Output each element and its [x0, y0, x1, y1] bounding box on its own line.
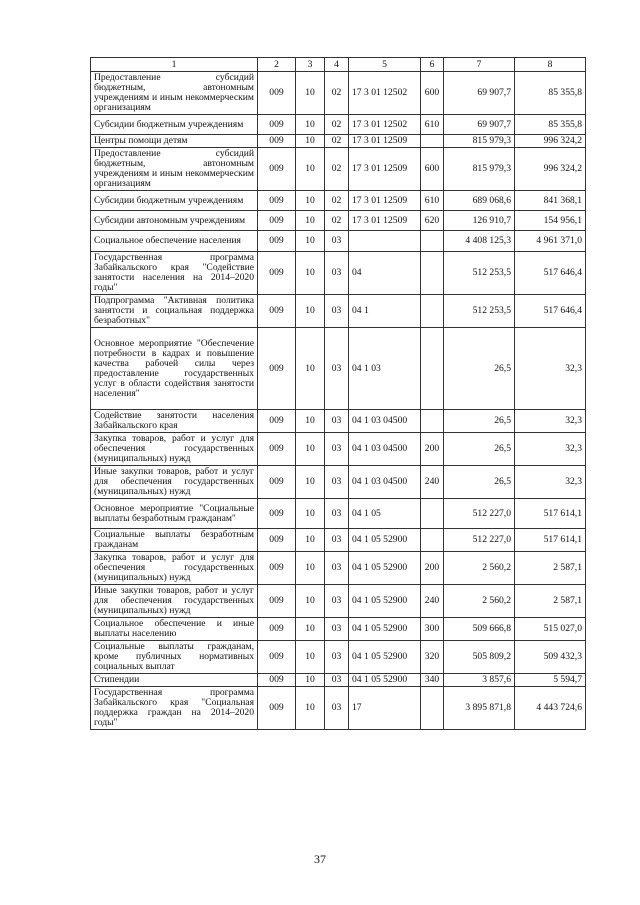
table-row — [91, 115, 586, 135]
row-amount-cell: 5 594,7 — [515, 674, 586, 687]
row-section-cell: 10 — [296, 499, 325, 529]
row-name-cell: Социальное обеспечение и иные выплаты населению — [91, 618, 258, 641]
row-subsection-cell: 03 — [325, 552, 349, 585]
row-type-cell: 340 — [421, 674, 444, 687]
row-amount-cell: 2 587,1 — [515, 585, 586, 618]
row-amount-cell: 4 443 724,6 — [515, 687, 586, 730]
table-row — [91, 148, 586, 191]
row-name-cell: Центры помощи детям — [91, 135, 258, 148]
budget-table — [90, 57, 586, 730]
row-amount-cell: 4 961 371,0 — [515, 231, 586, 252]
row-type-cell: 240 — [421, 466, 444, 499]
table-row — [91, 231, 586, 252]
row-amount-cell: 26,5 — [444, 328, 515, 410]
row-amount-cell: 85 355,8 — [515, 115, 586, 135]
header-cell: 4 — [325, 58, 349, 72]
row-section-cell: 10 — [296, 148, 325, 191]
row-name-cell: Субсидии бюджетным учреждениям — [91, 191, 258, 211]
row-section-cell: 10 — [296, 466, 325, 499]
row-target-cell: 04 1 03 04500 — [349, 466, 421, 499]
row-code-cell: 009 — [258, 466, 296, 499]
row-name-cell: Предоставление субсидий бюджетным, автономным учреждениям и иным некоммерческим организациям — [91, 72, 258, 115]
row-amount-cell: 32,3 — [515, 410, 586, 433]
row-section-cell: 10 — [296, 410, 325, 433]
table-header-row — [91, 58, 586, 72]
row-code-cell: 009 — [258, 295, 296, 328]
row-name-cell: Основное мероприятие "Социальные выплаты безработным гражданам" — [91, 499, 258, 529]
row-section-cell: 10 — [296, 191, 325, 211]
row-name-cell: Иные закупки товаров, работ и услуг для обеспечения государственных (муниципальных) нужд — [91, 585, 258, 618]
row-type-cell: 200 — [421, 433, 444, 466]
row-amount-cell: 996 324,2 — [515, 135, 586, 148]
row-target-cell: 17 3 01 12509 — [349, 211, 421, 231]
row-amount-cell: 2 560,2 — [444, 552, 515, 585]
row-code-cell: 009 — [258, 641, 296, 674]
row-amount-cell: 26,5 — [444, 410, 515, 433]
row-section-cell: 10 — [296, 211, 325, 231]
table-row — [91, 585, 586, 618]
row-name-cell: Социальное обеспечение населения — [91, 231, 258, 252]
row-amount-cell: 517 646,4 — [515, 252, 586, 295]
row-type-cell: 610 — [421, 191, 444, 211]
header-cell: 3 — [296, 58, 325, 72]
row-code-cell: 009 — [258, 328, 296, 410]
table-row — [91, 410, 586, 433]
row-amount-cell: 512 227,0 — [444, 529, 515, 552]
table-row — [91, 499, 586, 529]
row-code-cell: 009 — [258, 72, 296, 115]
row-code-cell: 009 — [258, 252, 296, 295]
row-target-cell: 17 — [349, 687, 421, 730]
row-target-cell: 17 3 01 12509 — [349, 148, 421, 191]
row-section-cell: 10 — [296, 585, 325, 618]
row-target-cell: 17 3 01 12509 — [349, 135, 421, 148]
row-amount-cell: 517 614,1 — [515, 499, 586, 529]
table-row — [91, 72, 586, 115]
row-subsection-cell: 02 — [325, 211, 349, 231]
row-code-cell: 009 — [258, 674, 296, 687]
row-section-cell: 10 — [296, 295, 325, 328]
row-type-cell: 320 — [421, 641, 444, 674]
row-amount-cell: 69 907,7 — [444, 72, 515, 115]
row-code-cell: 009 — [258, 687, 296, 730]
row-code-cell: 009 — [258, 115, 296, 135]
row-amount-cell: 154 956,1 — [515, 211, 586, 231]
row-type-cell: 620 — [421, 211, 444, 231]
row-name-cell: Субсидии бюджетным учреждениям — [91, 115, 258, 135]
row-name-cell: Субсидии автономным учреждениям — [91, 211, 258, 231]
row-amount-cell: 512 253,5 — [444, 295, 515, 328]
row-target-cell: 04 1 05 52900 — [349, 618, 421, 641]
row-code-cell: 009 — [258, 231, 296, 252]
row-code-cell: 009 — [258, 135, 296, 148]
row-subsection-cell: 03 — [325, 687, 349, 730]
row-subsection-cell: 02 — [325, 148, 349, 191]
header-cell: 8 — [515, 58, 586, 72]
row-amount-cell: 26,5 — [444, 466, 515, 499]
row-amount-cell: 841 368,1 — [515, 191, 586, 211]
row-code-cell: 009 — [258, 618, 296, 641]
table-row — [91, 641, 586, 674]
row-name-cell: Подпрограмма "Активная политика занятости и социальная поддержка безработных" — [91, 295, 258, 328]
row-amount-cell: 509 432,3 — [515, 641, 586, 674]
row-code-cell: 009 — [258, 191, 296, 211]
row-amount-cell: 126 910,7 — [444, 211, 515, 231]
row-name-cell: Иные закупки товаров, работ и услуг для обеспечения государственных (муниципальных) нужд — [91, 466, 258, 499]
row-type-cell — [421, 231, 444, 252]
row-amount-cell: 32,3 — [515, 328, 586, 410]
row-type-cell — [421, 295, 444, 328]
row-section-cell: 10 — [296, 618, 325, 641]
row-code-cell: 009 — [258, 433, 296, 466]
row-section-cell: 10 — [296, 252, 325, 295]
row-type-cell — [421, 252, 444, 295]
row-subsection-cell: 03 — [325, 466, 349, 499]
header-cell: 6 — [421, 58, 444, 72]
page-number: 37 — [314, 852, 326, 866]
row-name-cell: Содействие занятости населения Забайкальского края — [91, 410, 258, 433]
table-row — [91, 674, 586, 687]
row-code-cell: 009 — [258, 499, 296, 529]
table-row — [91, 211, 586, 231]
row-target-cell: 04 1 05 52900 — [349, 585, 421, 618]
row-section-cell: 10 — [296, 433, 325, 466]
row-target-cell: 04 — [349, 252, 421, 295]
row-amount-cell: 26,5 — [444, 433, 515, 466]
row-section-cell: 10 — [296, 115, 325, 135]
row-subsection-cell: 03 — [325, 618, 349, 641]
row-type-cell: 240 — [421, 585, 444, 618]
row-target-cell: 04 1 05 52900 — [349, 641, 421, 674]
row-subsection-cell: 02 — [325, 72, 349, 115]
row-subsection-cell: 03 — [325, 252, 349, 295]
row-type-cell: 200 — [421, 552, 444, 585]
table-row — [91, 466, 586, 499]
row-subsection-cell: 03 — [325, 328, 349, 410]
row-subsection-cell: 03 — [325, 585, 349, 618]
row-subsection-cell: 03 — [325, 641, 349, 674]
row-code-cell: 009 — [258, 529, 296, 552]
row-section-cell: 10 — [296, 674, 325, 687]
row-name-cell: Государственная программа Забайкальского края "Содействие занятости населения на 2014–2020 годы" — [91, 252, 258, 295]
header-cell: 2 — [258, 58, 296, 72]
row-amount-cell: 815 979,3 — [444, 148, 515, 191]
row-type-cell — [421, 410, 444, 433]
row-name-cell: Закупка товаров, работ и услуг для обеспечения государственных (муниципальных) нужд — [91, 552, 258, 585]
row-target-cell: 17 3 01 12502 — [349, 72, 421, 115]
row-target-cell: 04 1 — [349, 295, 421, 328]
row-section-cell: 10 — [296, 529, 325, 552]
row-section-cell: 10 — [296, 687, 325, 730]
row-target-cell: 04 1 05 52900 — [349, 552, 421, 585]
row-subsection-cell: 02 — [325, 135, 349, 148]
row-name-cell: Социальные выплаты гражданам, кроме публичных нормативных социальных выплат — [91, 641, 258, 674]
row-target-cell: 04 1 03 04500 — [349, 410, 421, 433]
table-row — [91, 252, 586, 295]
row-type-cell — [421, 135, 444, 148]
row-code-cell: 009 — [258, 410, 296, 433]
row-target-cell: 04 1 03 04500 — [349, 433, 421, 466]
row-type-cell — [421, 328, 444, 410]
row-amount-cell: 3 895 871,8 — [444, 687, 515, 730]
row-subsection-cell: 03 — [325, 410, 349, 433]
row-section-cell: 10 — [296, 135, 325, 148]
row-target-cell: 04 1 05 — [349, 499, 421, 529]
table-row — [91, 552, 586, 585]
row-name-cell: Стипендии — [91, 674, 258, 687]
row-subsection-cell: 03 — [325, 231, 349, 252]
row-section-cell: 10 — [296, 231, 325, 252]
row-target-cell — [349, 231, 421, 252]
row-amount-cell: 69 907,7 — [444, 115, 515, 135]
header-cell: 5 — [349, 58, 421, 72]
row-code-cell: 009 — [258, 148, 296, 191]
row-amount-cell: 512 253,5 — [444, 252, 515, 295]
row-target-cell: 17 3 01 12509 — [349, 191, 421, 211]
row-amount-cell: 32,3 — [515, 433, 586, 466]
row-amount-cell: 815 979,3 — [444, 135, 515, 148]
table-row — [91, 295, 586, 328]
table-row — [91, 687, 586, 730]
row-subsection-cell: 03 — [325, 433, 349, 466]
row-name-cell: Государственная программа Забайкальского края "Социальная поддержка граждан на 2014–2020 годы" — [91, 687, 258, 730]
row-type-cell — [421, 687, 444, 730]
row-amount-cell: 4 408 125,3 — [444, 231, 515, 252]
row-subsection-cell: 03 — [325, 674, 349, 687]
row-type-cell: 300 — [421, 618, 444, 641]
row-section-cell: 10 — [296, 72, 325, 115]
row-amount-cell: 85 355,8 — [515, 72, 586, 115]
row-code-cell: 009 — [258, 211, 296, 231]
row-amount-cell: 517 646,4 — [515, 295, 586, 328]
row-type-cell: 600 — [421, 72, 444, 115]
row-target-cell: 04 1 05 52900 — [349, 674, 421, 687]
row-amount-cell: 505 809,2 — [444, 641, 515, 674]
row-amount-cell: 512 227,0 — [444, 499, 515, 529]
row-amount-cell: 509 666,8 — [444, 618, 515, 641]
row-name-cell: Основное мероприятие "Обеспечение потребности в кадрах и повышение качества рабочей силы через предоставление государственных услуг в области содействия занятости населения" — [91, 328, 258, 410]
row-amount-cell: 689 068,6 — [444, 191, 515, 211]
row-type-cell: 610 — [421, 115, 444, 135]
header-cell: 7 — [444, 58, 515, 72]
header-cell: 1 — [91, 58, 258, 72]
row-amount-cell: 2 587,1 — [515, 552, 586, 585]
row-section-cell: 10 — [296, 328, 325, 410]
row-subsection-cell: 03 — [325, 295, 349, 328]
row-name-cell: Социальные выплаты безработным гражданам — [91, 529, 258, 552]
row-section-cell: 10 — [296, 641, 325, 674]
row-type-cell — [421, 529, 444, 552]
row-amount-cell: 32,3 — [515, 466, 586, 499]
row-target-cell: 04 1 05 52900 — [349, 529, 421, 552]
row-subsection-cell: 03 — [325, 529, 349, 552]
row-type-cell — [421, 499, 444, 529]
row-code-cell: 009 — [258, 585, 296, 618]
table-row — [91, 618, 586, 641]
row-section-cell: 10 — [296, 552, 325, 585]
row-target-cell: 17 3 01 12502 — [349, 115, 421, 135]
table-row — [91, 433, 586, 466]
row-amount-cell: 515 027,0 — [515, 618, 586, 641]
table-row — [91, 529, 586, 552]
row-name-cell: Закупка товаров, работ и услуг для обеспечения государственных (муниципальных) нужд — [91, 433, 258, 466]
table-row — [91, 191, 586, 211]
row-subsection-cell: 02 — [325, 115, 349, 135]
row-code-cell: 009 — [258, 552, 296, 585]
row-type-cell: 600 — [421, 148, 444, 191]
row-amount-cell: 2 560,2 — [444, 585, 515, 618]
table-row — [91, 135, 586, 148]
row-amount-cell: 3 857,6 — [444, 674, 515, 687]
row-subsection-cell: 03 — [325, 499, 349, 529]
row-amount-cell: 996 324,2 — [515, 148, 586, 191]
row-subsection-cell: 02 — [325, 191, 349, 211]
row-amount-cell: 517 614,1 — [515, 529, 586, 552]
table-row — [91, 328, 586, 410]
row-name-cell: Предоставление субсидий бюджетным, автономным учреждениям и иным некоммерческим организациям — [91, 148, 258, 191]
row-target-cell: 04 1 03 — [349, 328, 421, 410]
budget-table-body — [91, 58, 586, 730]
